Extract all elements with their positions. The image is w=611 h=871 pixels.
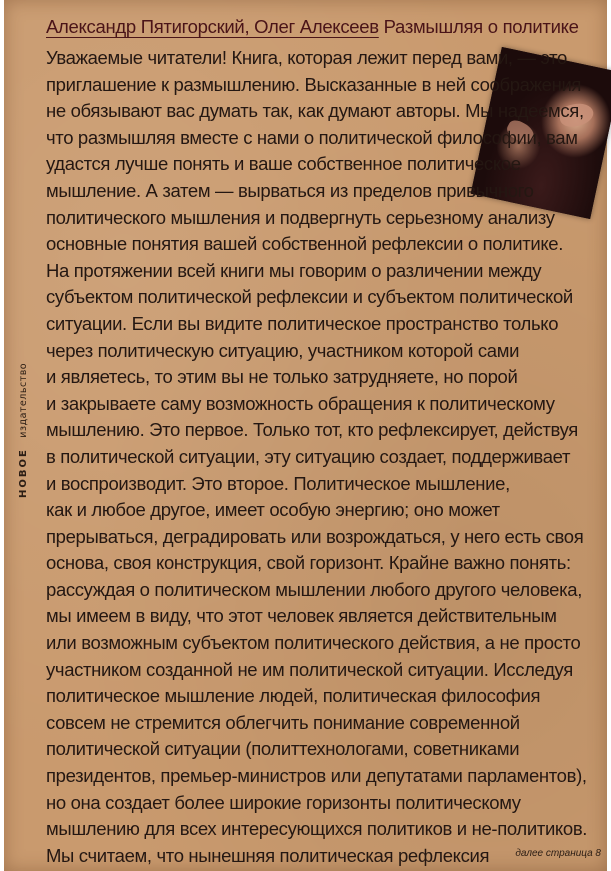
blurb-line: субъектом политической рефлексии и субъектом политической [46, 286, 573, 308]
blurb-line: и воспроизводит. Это второе. Политическое мышление, [46, 472, 510, 494]
continue-note: далее страница 8 [515, 848, 601, 859]
cover-title [46, 15, 579, 41]
blurb-line: политического мышления и подвергнуть серьезному анализу [46, 206, 555, 228]
blurb-line: и являетесь, то этим вы не только затрудняете, но порой [46, 366, 518, 388]
blurb-line: На протяжении всей книги мы говорим о различении между [46, 259, 542, 281]
blurb-line: и закрываете саму возможность обращения к политическому [46, 392, 555, 414]
blurb-line: политической ситуации (политтехнологами, советниками [46, 738, 520, 760]
blurb-line: основа, своя конструкция, свой горизонт. Крайне важно понять: [46, 552, 571, 574]
blurb-line: приглашение к размышлению. Высказанные в ней соображения [46, 73, 582, 95]
blurb-line: политическое мышление людей, политическая философия [46, 685, 541, 707]
blurb-line: основные понятия вашей собственной рефлексии о политике. [46, 233, 564, 255]
blurb-line: через политическую ситуацию, участником которой сами [46, 339, 520, 361]
publisher-word: издательство [18, 362, 29, 438]
blurb-line: не обязывают вас думать так, как думают авторы. Мы надеемся, [46, 100, 584, 122]
blurb-line: или возможным субъектом политического действия, а не просто [46, 632, 581, 654]
blurb-line: совсем не стремится облегчить понимание современной [46, 711, 520, 733]
blurb-line: в политической ситуации, эту ситуацию создает, поддерживает [46, 445, 571, 467]
blurb-line: мышлению для всех интересующихся политиков и не-политиков. [46, 818, 588, 840]
blurb-line: мы имеем в виду, что этот человек является действительным [46, 605, 557, 627]
blurb-line: ситуации. Если вы видите политическое пространство только [46, 312, 559, 334]
publisher-brand: НОВОЕ [18, 448, 29, 498]
blurb-line: Мы считаем, что нынешняя политическая рефлексия [46, 844, 490, 866]
blurb-line: участником созданной не им политической ситуации. Исследуя [46, 658, 573, 680]
blurb-line: но она создает более широкие горизонты политическому [46, 791, 521, 813]
blurb-line: удастся лучше понять и ваше собственное политическое [46, 153, 521, 175]
blurb-line: мышление. А затем — вырваться из пределов привычного [46, 179, 534, 201]
blurb-line: рассуждая о политическом мышлении любого другого человека, [46, 578, 583, 600]
book-title: Размышляя о политике [383, 16, 579, 37]
blurb-line: президентов, премьер-министров или депутатами парламентов), [46, 765, 587, 787]
blurb-line: мышлению. Это первое. Только тот, кто рефлексирует, действуя [46, 419, 578, 441]
publisher-vertical-label [12, 328, 32, 498]
authors-names: Александр Пятигорский, Олег Алексеев [46, 16, 379, 37]
blurb-line: Уважаемые читатели! Книга, которая лежит перед вами, — это [46, 47, 567, 68]
blurb-text [46, 45, 606, 869]
blurb-line: прерываться, деградировать или возрождаться, у него есть своя [46, 525, 584, 547]
blurb-line: что размышляя вместе с нами о политической философии, вам [46, 126, 578, 148]
blurb-line: как и любое другое, имеет особую энергию; оно может [46, 499, 500, 521]
